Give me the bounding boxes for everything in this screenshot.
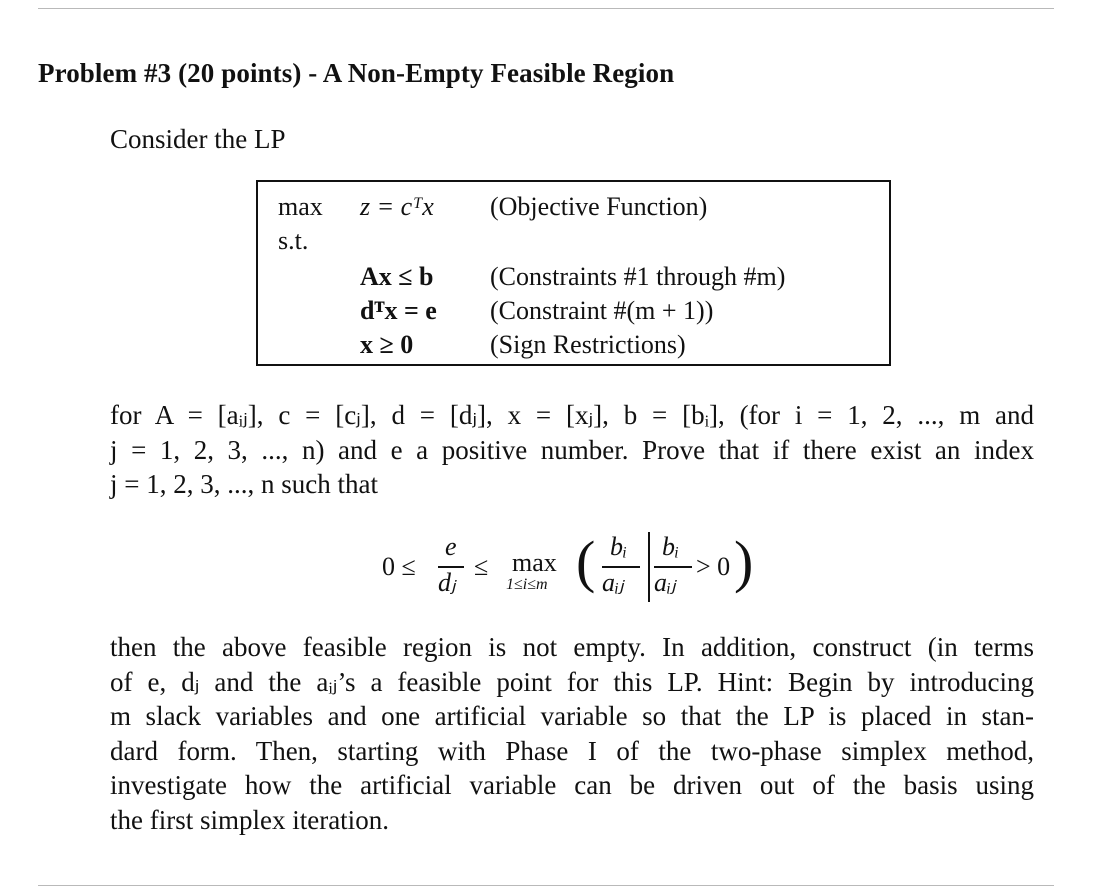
display-inequality — [382, 530, 772, 610]
lp-constraint-m1-expr: dᵀx = e — [360, 296, 437, 325]
statement-line-3: j = 1, 2, 3, ..., n such that — [110, 469, 378, 499]
lp-constraint-expr: Ax ≤ b — [360, 262, 434, 291]
intro-text: Consider the LP — [110, 124, 286, 154]
display-max-sub: 1≤i≤m — [506, 576, 548, 593]
display-cond-rhs: > 0 — [696, 552, 731, 581]
display-left-paren: ( — [576, 529, 596, 594]
lp-formulation-box — [256, 180, 891, 366]
conclusion-line-5: investigate how the artificial variable can be driven out of the basis using — [110, 770, 1034, 800]
statement-line-2: j = 1, 2, 3, ..., n) and e a positive number. Prove that if there exist an index — [110, 434, 1034, 465]
statement-line-1: for A = [aᵢⱼ], c = [cⱼ], d = [dⱼ], x = [xⱼ], b = [bᵢ], (for i = 1, 2, ..., m and — [110, 400, 1034, 430]
problem-title: Problem #3 (20 points) - A Non-Empty Feasible Region — [38, 58, 675, 88]
lp-constraint-m1-note: (Constraint #(m + 1)) — [490, 296, 714, 325]
conclusion-paragraph — [110, 630, 1034, 837]
top-rule — [38, 8, 1054, 9]
lp-row-sign — [258, 328, 889, 362]
conclusion-line-4: dard form. Then, starting with Phase I of the two-phase simplex method, — [110, 735, 1034, 766]
display-such-that-bar — [648, 532, 650, 602]
display-inner-num: bᵢ — [610, 532, 628, 561]
display-right-paren: ) — [734, 529, 754, 594]
conclusion-line-6: the first simplex iteration. — [110, 804, 389, 835]
display-lhs: 0 ≤ — [382, 552, 416, 581]
display-frac-den: dⱼ — [438, 568, 456, 597]
lp-sign-expr: x ≥ 0 — [360, 330, 414, 359]
lp-row-st — [258, 224, 889, 258]
display-inner-den: aᵢⱼ — [602, 568, 624, 597]
display-le: ≤ — [474, 552, 489, 581]
lp-max-label: max — [278, 192, 323, 221]
lp-constraint-note: (Constraints #1 through #m) — [490, 262, 786, 291]
bottom-rule — [38, 885, 1054, 886]
lp-row-objective — [258, 190, 889, 224]
conclusion-line-2: of e, dⱼ and the aᵢⱼ’s a feasible point for this LP. Hint: Begin by introducing — [110, 666, 1034, 697]
display-cond-num: bᵢ — [662, 532, 680, 561]
conclusion-line-1: then the above feasible region is not empty. In addition, construct (in terms — [110, 632, 1034, 662]
display-cond-den: aᵢⱼ — [654, 568, 676, 597]
lp-row-constraint-m1 — [258, 294, 889, 328]
lp-objective-note: (Objective Function) — [490, 192, 708, 221]
lp-row-constraints — [258, 260, 889, 294]
conclusion-line-3: m slack variables and one artificial variable so that the LP is placed in stan- — [110, 701, 1034, 731]
lp-objective-expr: z = cᵀx — [360, 192, 434, 221]
statement-paragraph — [110, 398, 1034, 502]
lp-st-label: s.t. — [278, 226, 309, 255]
display-max-op: max — [512, 548, 557, 577]
display-frac-num: e — [445, 532, 457, 561]
lp-sign-note: (Sign Restrictions) — [490, 330, 686, 359]
